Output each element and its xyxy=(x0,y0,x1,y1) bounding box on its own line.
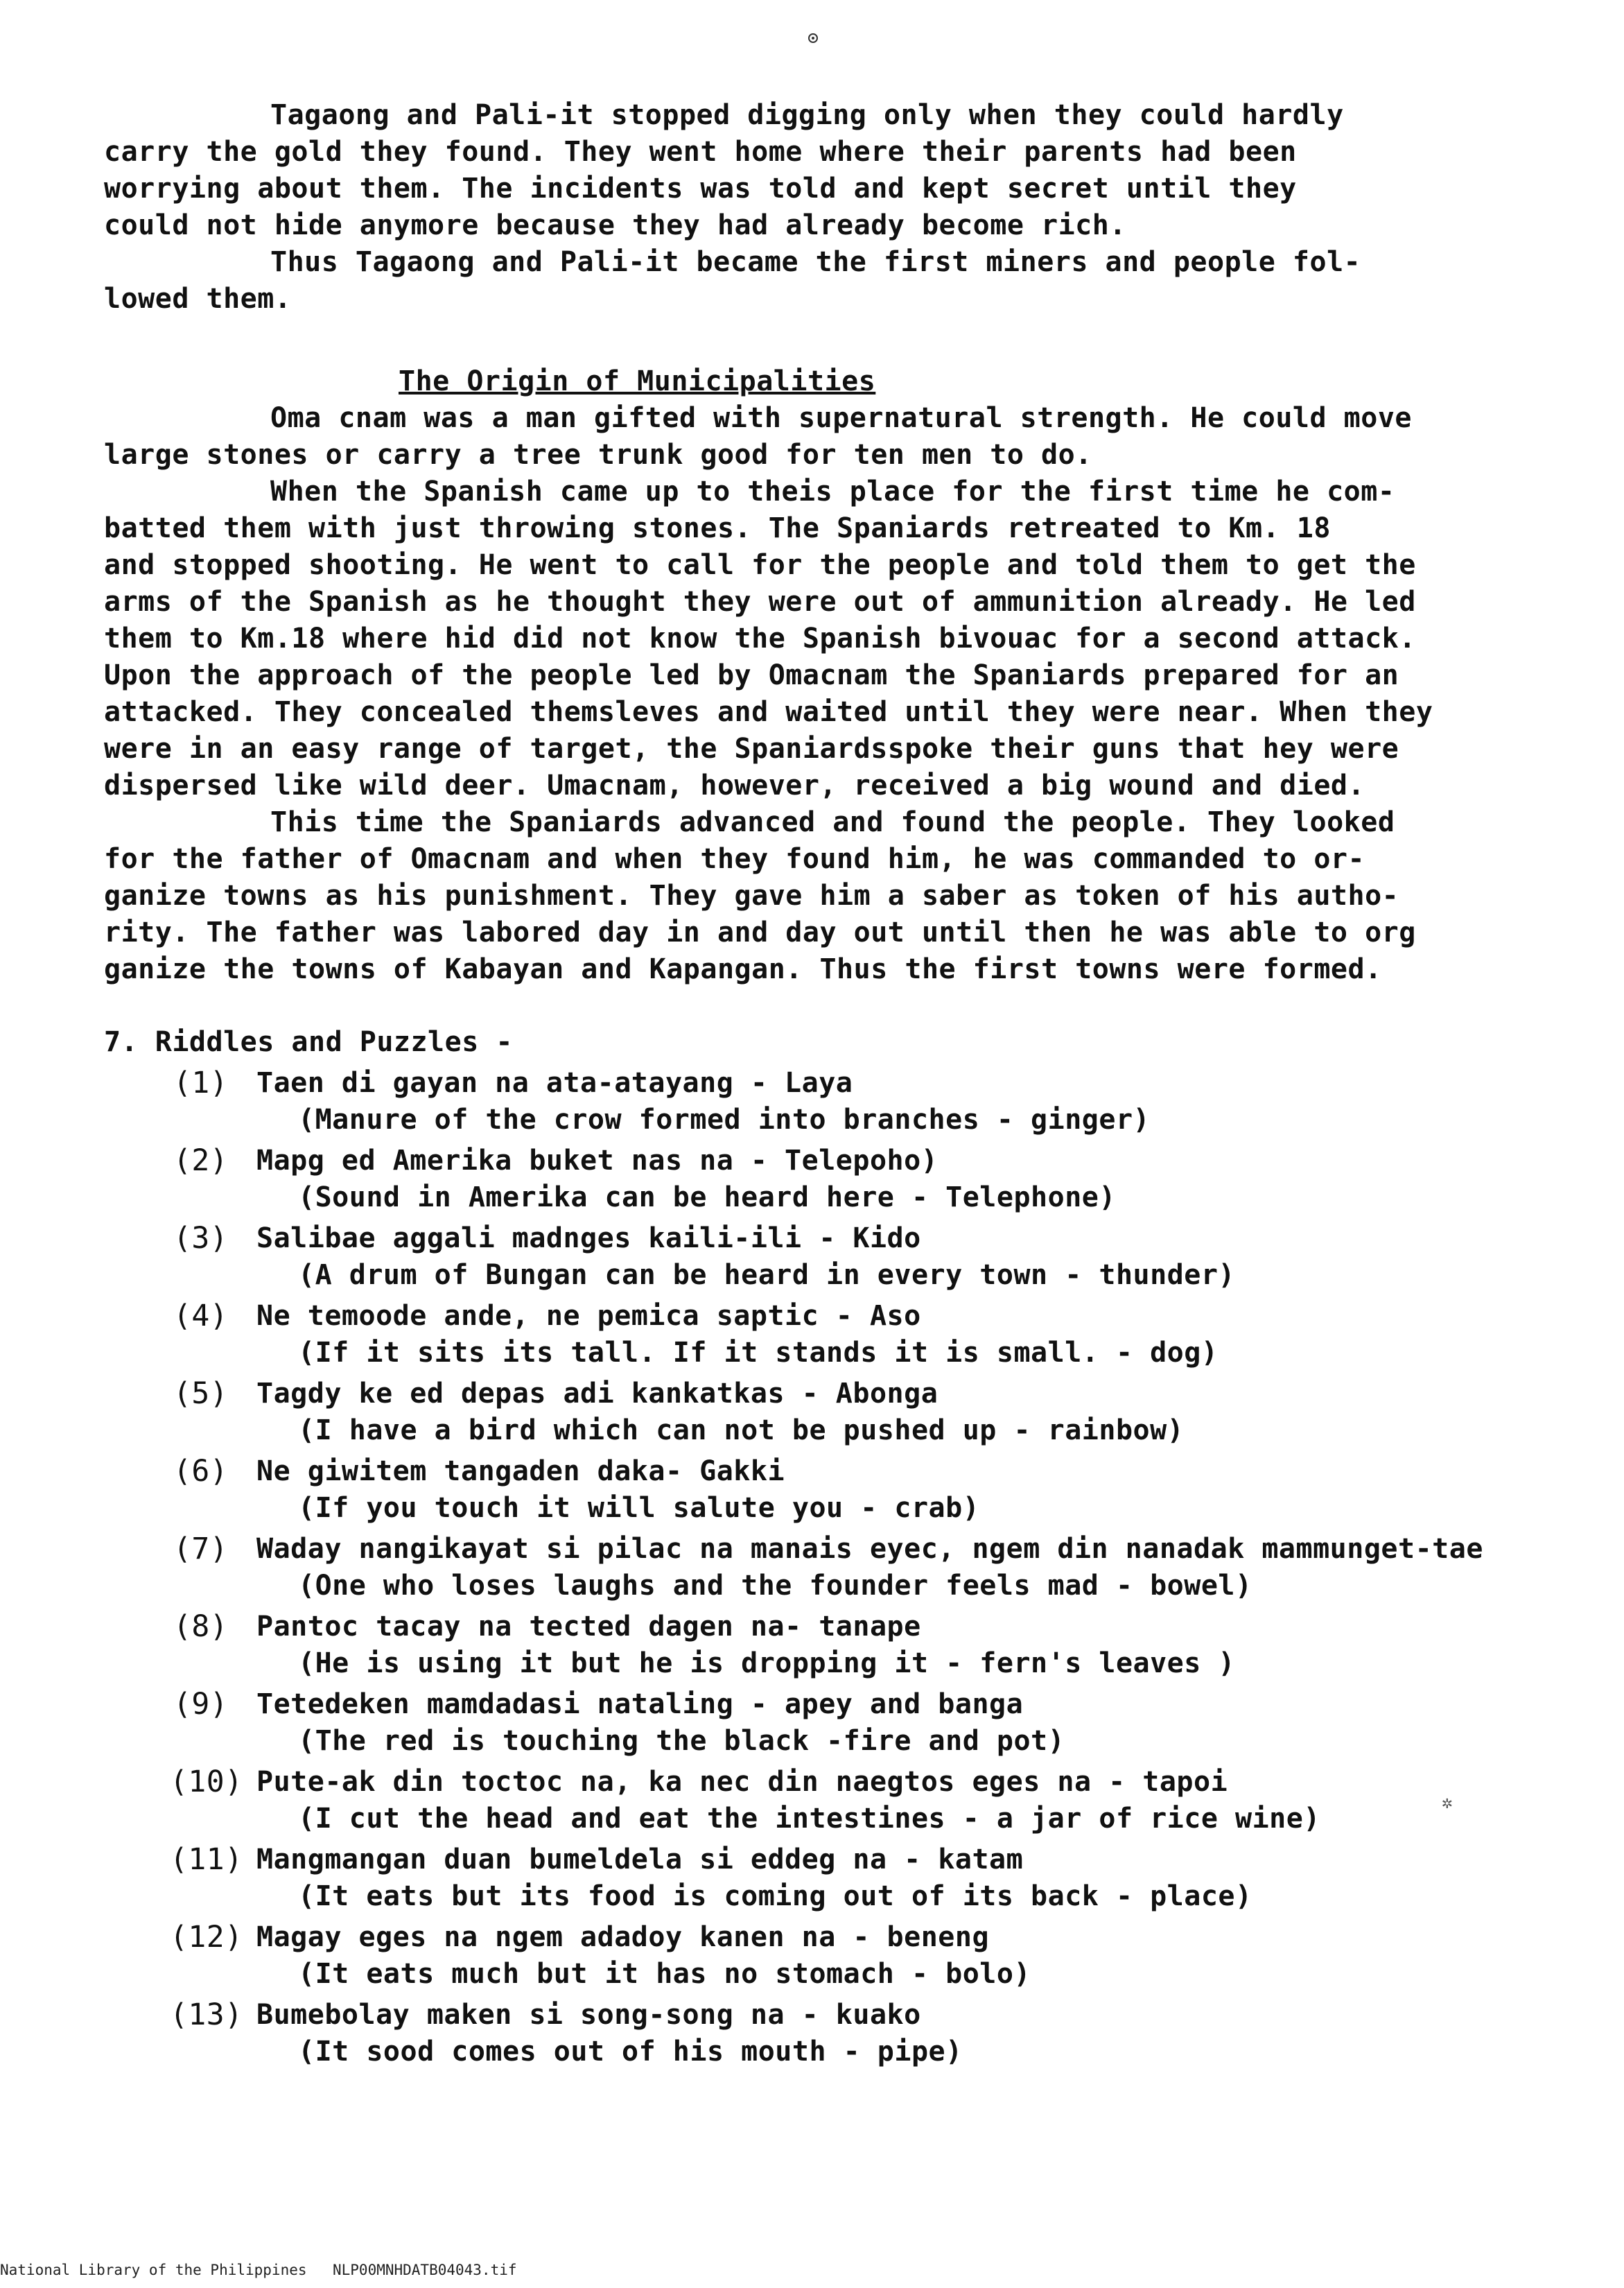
riddle-number: (10) xyxy=(170,1765,243,1799)
riddle-meaning: (One who loses laughs and the founder feels mad - bowel) xyxy=(298,1570,1252,1602)
text-line: arms of the Spanish as he thought they were out of ammunition already. He led xyxy=(104,586,1416,618)
riddle-native-text: Ne temoode ande, ne pemica saptic - Aso xyxy=(256,1300,921,1332)
riddle-meaning: (A drum of Bungan can be heard in every town - thunder) xyxy=(298,1259,1236,1291)
riddle-item xyxy=(104,1220,1587,1294)
text-line: were in an easy range of target, the Spaniardsspoke their guns that hey were xyxy=(104,733,1399,765)
riddle-native-text: Waday nangikayat si pilac na manais eyec, ngem din nanadak mammunget-tae xyxy=(256,1533,1483,1565)
story-paragraph-1 xyxy=(104,400,1587,474)
text-line: attacked. They concealed themsleves and waited until they were near. When they xyxy=(104,696,1433,728)
riddle-item xyxy=(104,1531,1587,1604)
text-line: ganize the towns of Kabayan and Kapangan. Thus the first towns were formed. xyxy=(104,953,1382,985)
riddle-meaning: (It eats but its food is coming out of its back - place) xyxy=(298,1880,1252,1912)
riddle-number: (1) xyxy=(173,1066,229,1100)
riddle-item xyxy=(104,1298,1587,1371)
riddle-item xyxy=(104,1453,1587,1527)
riddle-meaning: (Manure of the crow formed into branches - ginger) xyxy=(298,1104,1151,1136)
riddle-item xyxy=(104,1686,1587,1760)
riddle-native-text: Pantoc tacay na tected dagen na- tanape xyxy=(256,1611,921,1643)
riddles-list xyxy=(104,1065,1587,2070)
riddle-number: (7) xyxy=(173,1532,229,1566)
riddle-number: (4) xyxy=(173,1299,229,1333)
riddle-number: (12) xyxy=(170,1920,243,1955)
text-line: dispersed like wild deer. Umacnam, however, received a big wound and died. xyxy=(104,770,1365,801)
text-line: ganize towns as his punishment. They gave him a saber as token of his autho- xyxy=(104,880,1399,912)
document-body xyxy=(104,97,1587,2070)
text-line: and stopped shooting. He went to call for the people and told them to get the xyxy=(104,549,1416,581)
riddle-number: (13) xyxy=(170,1997,243,2032)
page-mark-icon xyxy=(808,33,818,43)
text-line: rity. The father was labored day in and day out until then he was able to org xyxy=(104,917,1416,948)
text-line: Thus Tagaong and Pali-it became the first miners and people fol- xyxy=(270,246,1361,278)
text-line: worrying about them. The incidents was told and kept secret until they xyxy=(104,173,1297,205)
riddle-item xyxy=(104,1997,1587,2070)
intro-paragraph-2 xyxy=(104,244,1587,318)
riddle-native-text: Tagdy ke ed depas adi kankatkas - Abonga xyxy=(256,1378,938,1410)
riddle-meaning: (If it sits its tall. If it stands it is small. - dog) xyxy=(298,1337,1219,1369)
riddle-native-text: Taen di gayan na ata-atayang - Laya xyxy=(256,1067,853,1099)
riddle-meaning: (Sound in Amerika can be heard here - Telephone) xyxy=(298,1181,1116,1213)
riddle-item xyxy=(104,1609,1587,1682)
text-line: batted them with just throwing stones. The Spaniards retreated to Km. 18 xyxy=(104,512,1331,544)
text-line: When the Spanish came up to theis place for the first time he com- xyxy=(270,476,1395,508)
riddle-native-text: Bumebolay maken si song-song na - kuako xyxy=(256,1999,921,2031)
riddle-number: (8) xyxy=(173,1609,229,1644)
riddle-number: (5) xyxy=(173,1376,229,1411)
text-line: for the father of Omacnam and when they found him, he was commanded to or- xyxy=(104,843,1365,875)
story-paragraph-3 xyxy=(104,804,1587,988)
riddle-native-text: Pute-ak din toctoc na, ka nec din naegtos eges na - tapoi xyxy=(256,1766,1228,1798)
riddle-meaning: (It eats much but it has no stomach - bolo) xyxy=(298,1958,1031,1990)
text-line: large stones or carry a tree trunk good for ten men to do. xyxy=(104,439,1092,471)
riddle-meaning: (I have a bird which can not be pushed up - rainbow) xyxy=(298,1414,1185,1446)
riddle-number: (2) xyxy=(173,1143,229,1178)
footer-library: National Library of the Philippines xyxy=(0,2262,307,2278)
riddle-number: (9) xyxy=(173,1687,229,1722)
text-line: lowed them. xyxy=(104,283,292,315)
text-line: Oma cnam was a man gifted with supernatural strength. He could move xyxy=(270,402,1412,434)
riddle-item xyxy=(104,1919,1587,1993)
riddle-native-text: Magay eges na ngem adadoy kanen na - beneng xyxy=(256,1921,990,1953)
footer-filename: NLP00MNHDATB04043.tif xyxy=(333,2262,517,2278)
text-line: could not hide anymore because they had already become rich. xyxy=(104,209,1126,241)
riddle-number: (3) xyxy=(173,1221,229,1256)
stray-mark-icon: ✲ xyxy=(1442,1792,1453,1813)
riddle-meaning: (He is using it but he is dropping it - fern's leaves ) xyxy=(298,1647,1236,1679)
riddle-item xyxy=(104,1376,1587,1449)
riddle-native-text: Salibae aggali madnges kaili-ili - Kido xyxy=(256,1222,921,1254)
riddles-heading: 7. Riddles and Puzzles - xyxy=(104,1026,513,1058)
riddle-item xyxy=(104,1764,1587,1837)
riddle-native-text: Tetedeken mamdadasi nataling - apey and banga xyxy=(256,1688,1024,1720)
riddle-native-text: Mangmangan duan bumeldela si eddeg na - katam xyxy=(256,1844,1024,1875)
text-line: them to Km.18 where hid did not know the Spanish bivouac for a second attack. xyxy=(104,623,1416,655)
riddle-native-text: Ne giwitem tangaden daka- Gakki xyxy=(256,1455,785,1487)
intro-paragraph-1 xyxy=(104,97,1587,244)
riddle-item xyxy=(104,1065,1587,1138)
riddle-meaning: (I cut the head and eat the intestines - a jar of rice wine) xyxy=(298,1803,1320,1835)
story-paragraph-2 xyxy=(104,474,1587,804)
text-line: Upon the approach of the people led by Omacnam the Spaniards prepared for an xyxy=(104,659,1399,691)
riddle-number: (11) xyxy=(170,1842,243,1877)
story-title: The Origin of Municipalities xyxy=(399,365,876,397)
riddle-meaning: (It sood comes out of his mouth - pipe) xyxy=(298,2036,963,2068)
text-line: carry the gold they found. They went home where their parents had been xyxy=(104,136,1297,168)
riddle-native-text: Mapg ed Amerika buket nas na - Telepoho) xyxy=(256,1145,938,1177)
riddle-meaning: (If you touch it will salute you - crab) xyxy=(298,1492,980,1524)
riddle-number: (6) xyxy=(173,1454,229,1489)
riddle-meaning: (The red is touching the black -fire and pot) xyxy=(298,1725,1065,1757)
riddle-item xyxy=(104,1143,1587,1216)
text-line: Tagaong and Pali-it stopped digging only when they could hardly xyxy=(270,99,1344,131)
text-line: This time the Spaniards advanced and found the people. They looked xyxy=(270,806,1395,838)
riddle-item xyxy=(104,1841,1587,1915)
